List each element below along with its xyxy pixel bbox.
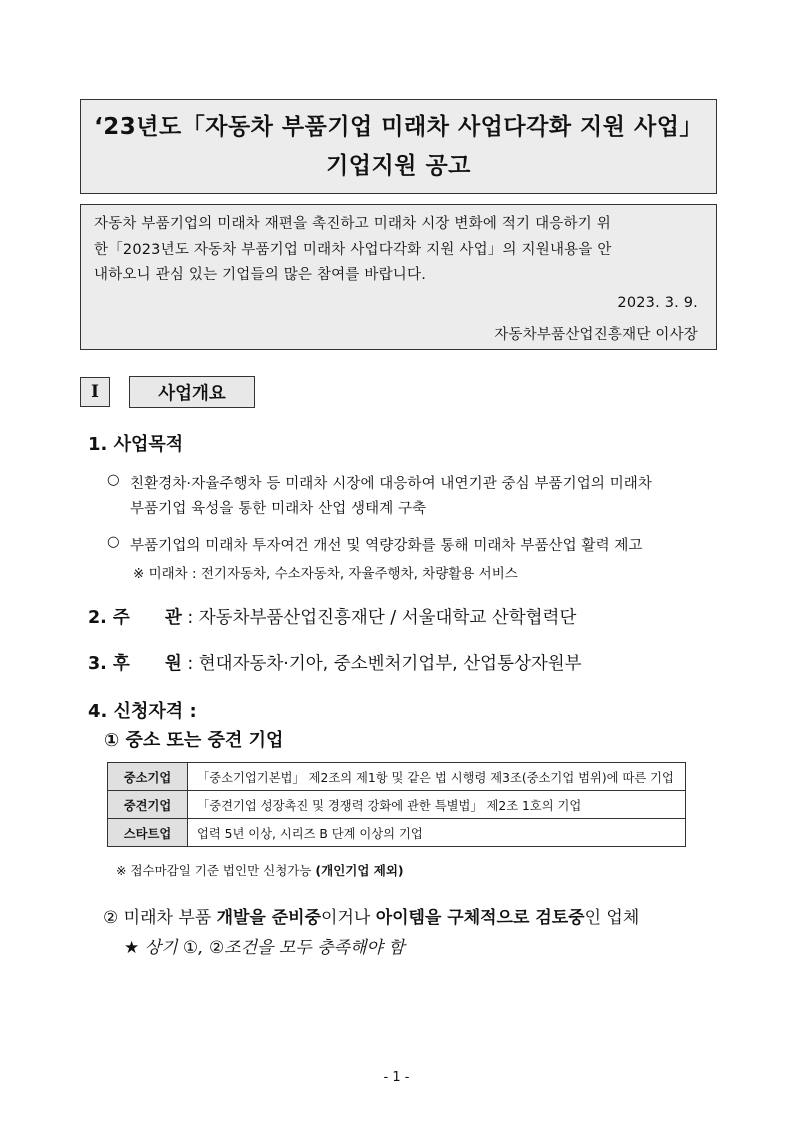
intro-line1: 자동차 부품기업의 미래차 재편을 촉진하고 미래차 시장 변화에 적기 대응하기 위 — [94, 216, 611, 232]
table-label: 중견기업 — [108, 791, 188, 819]
issuer-name: 자동차부품산업진흥재단 이사장 — [494, 327, 698, 343]
page-number: - 1 - — [383, 1070, 410, 1085]
bullet-icon: ○ — [107, 534, 120, 550]
table-row — [108, 763, 686, 791]
condition-bold2: 아이템을 구체적으로 검토중 — [375, 908, 585, 928]
title-line2: 기업지원 공고 — [326, 152, 471, 179]
purpose-bullet1-line1: 친환경차·자율주행차 등 미래차 시장에 대응하여 내연기관 중심 부품기업의 미래차 — [130, 476, 653, 492]
host-row — [88, 604, 576, 629]
eligibility-heading: 4. 신청자격 : — [88, 701, 197, 722]
eligibility-condition — [103, 903, 639, 928]
intro-box — [80, 204, 717, 350]
title-line1: ‘23년도「자동차 부품기업 미래차 사업다각화 지원 사업」 — [94, 113, 703, 140]
intro-line2: 한「2023년도 자동차 부품기업 미래차 사업다각화 지원 사업」의 지원내용을 안 — [94, 241, 612, 258]
section-title: 사업개요 — [129, 376, 255, 408]
eligibility-note-text: ※ 접수마감일 기준 법인만 신청가능 — [116, 863, 316, 878]
announcement-date: 2023. 3. 9. — [617, 294, 698, 311]
table-label: 중소기업 — [108, 763, 188, 791]
sponsor-label: 3. 후 원 — [88, 654, 182, 674]
company-type-table — [107, 762, 686, 847]
eligibility-sub1: ① 중소 또는 중견 기업 — [104, 730, 284, 751]
section-number: I — [80, 377, 110, 407]
table-row — [108, 819, 686, 847]
table-desc: 업력 5년 이상, 시리즈 B 단계 이상의 기업 — [188, 819, 686, 847]
sponsor-value: : 현대자동차·기아, 중소벤처기업부, 산업통상자원부 — [187, 654, 582, 674]
condition-part1: ② 미래차 부품 — [103, 908, 217, 928]
condition-part3: 인 업체 — [584, 908, 640, 928]
intro-line3: 내하오니 관심 있는 기업들의 많은 참여를 바랍니다. — [94, 267, 427, 283]
table-desc: 「중견기업 성장촉진 및 경쟁력 강화에 관한 특별법」 제2조 1호의 기업 — [188, 791, 686, 819]
bullet-icon: ○ — [107, 472, 120, 488]
condition-bold1: 개발을 준비중 — [216, 908, 322, 928]
purpose-bullet2: 부품기업의 미래차 투자여건 개선 및 역량강화를 통해 미래차 부품산업 활력 제고 — [130, 538, 643, 554]
purpose-note: ※ 미래차 : 전기자동차, 수소자동차, 자율주행차, 차량활용 서비스 — [133, 566, 518, 582]
host-value: : 자동차부품산업진흥재단 / 서울대학교 산학협력단 — [187, 608, 577, 628]
table-desc: 「중소기업기본법」 제2조의 제1항 및 같은 법 시행령 제3조(중소기업 범위)에 따른 기업 — [188, 763, 686, 791]
eligibility-note-bold: (개인기업 제외) — [315, 863, 404, 878]
condition-part2: 이거나 — [321, 908, 376, 928]
table-label: 스타트업 — [108, 819, 188, 847]
eligibility-note — [116, 861, 404, 879]
sponsor-row — [88, 650, 582, 675]
table-row — [108, 791, 686, 819]
purpose-heading: 1. 사업목적 — [88, 434, 184, 455]
title-box — [80, 99, 717, 194]
host-label: 2. 주 관 — [88, 608, 182, 628]
eligibility-requirement: ★ 상기 ①, ②조건을 모두 충족해야 함 — [124, 938, 405, 958]
purpose-bullet1-line2: 부품기업 육성을 통한 미래차 산업 생태계 구축 — [130, 501, 427, 517]
